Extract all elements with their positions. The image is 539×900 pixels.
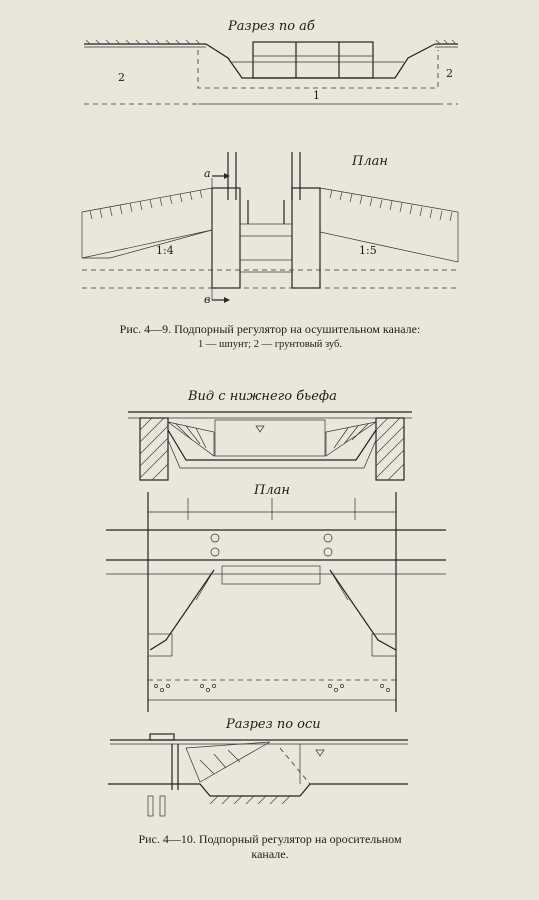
- axis-section-drawing: [108, 734, 408, 816]
- caption-4-9-line1: Рис. 4—9. Подпорный регулятор на осушительном канале:: [119, 322, 421, 336]
- axis-section-title: Разрез по оси: [226, 717, 321, 732]
- plan-4-10-title: План: [254, 483, 290, 498]
- downstream-view-title: Вид с нижнего бьефа: [188, 389, 337, 404]
- caption-4-10: [60, 832, 480, 862]
- plan-4-10-drawing: [106, 492, 446, 712]
- label-2-right: 2: [446, 67, 453, 80]
- caption-4-9-line2: 1 — шпунт; 2 — грунтовый зуб.: [198, 339, 342, 350]
- slope-left-label: 1:4: [156, 244, 174, 257]
- section-ab-title: Разрез по аб: [228, 19, 315, 34]
- caption-4-10-line2: канале.: [251, 847, 289, 861]
- label-1: 1: [313, 89, 320, 102]
- marker-b: в: [204, 293, 211, 306]
- label-2-left: 2: [118, 71, 125, 84]
- caption-4-10-line1: Рис. 4—10. Подпорный регулятор на оросительном: [138, 832, 402, 846]
- downstream-view-drawing: [128, 412, 412, 480]
- slope-right-label: 1:5: [359, 244, 377, 257]
- plan-4-9-title: План: [352, 154, 388, 169]
- marker-a: а: [204, 167, 211, 180]
